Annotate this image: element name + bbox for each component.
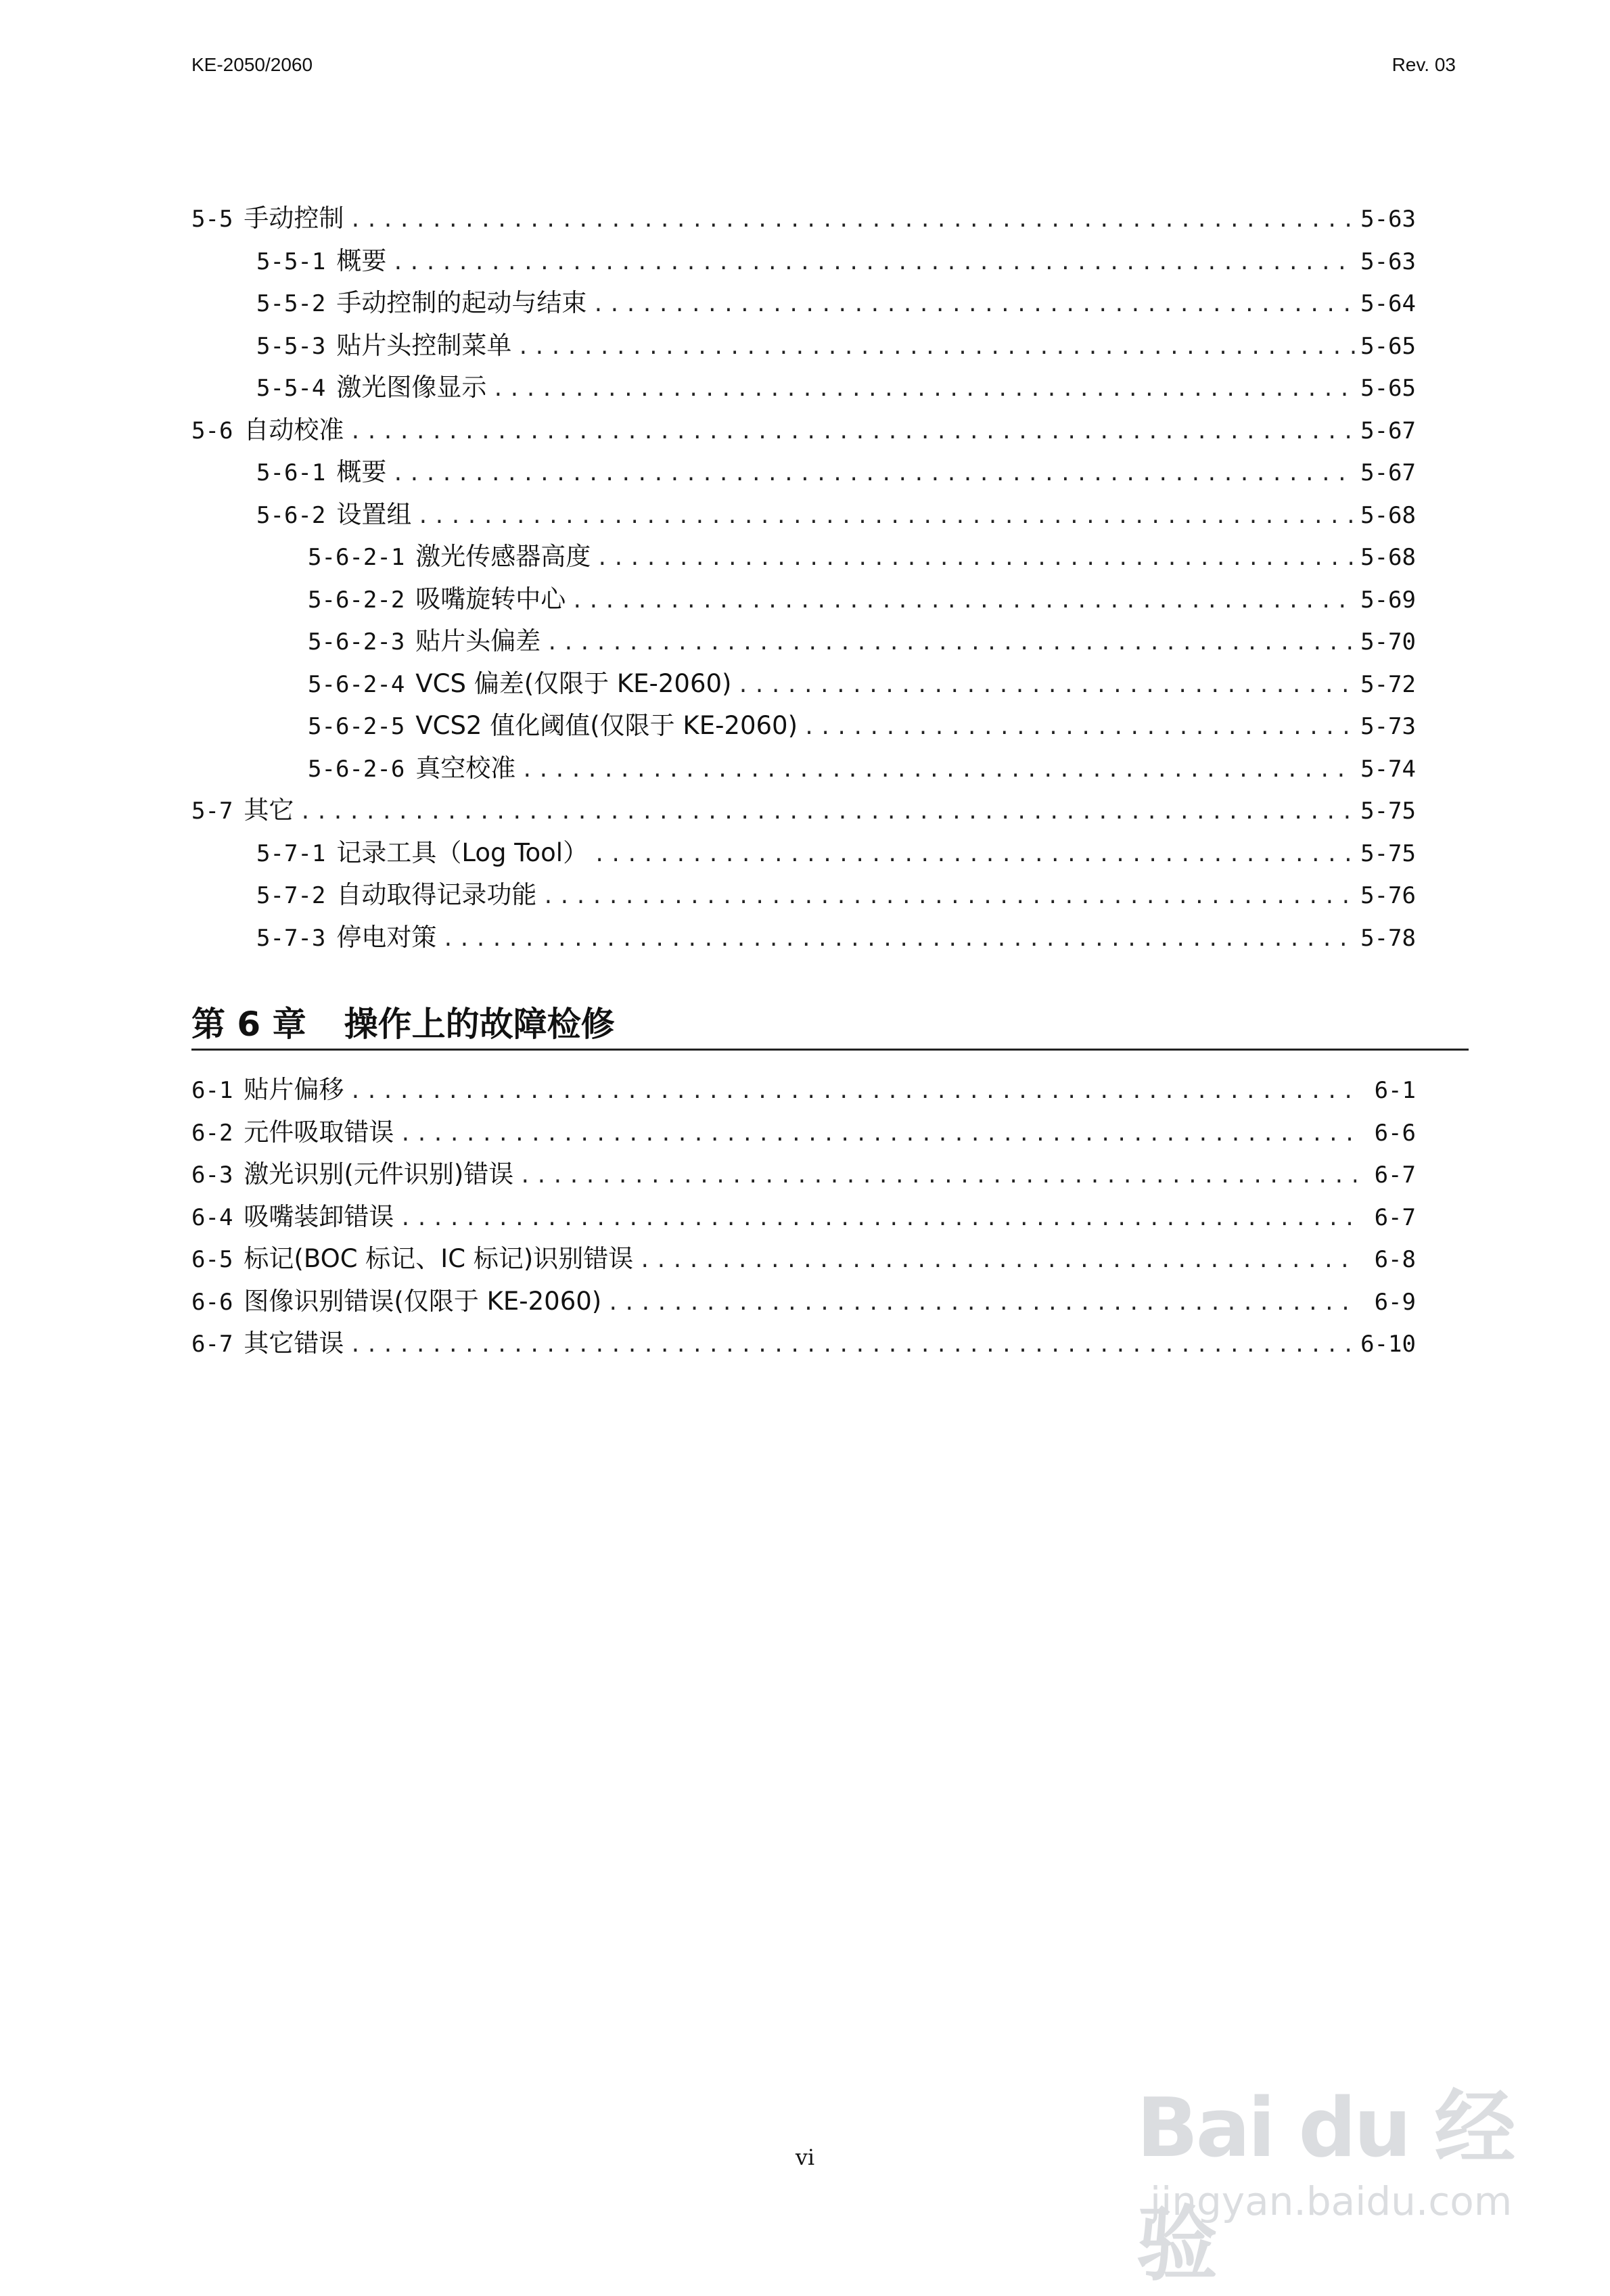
toc-entry-page: 6-7 — [1374, 1162, 1416, 1189]
toc-entry[interactable] — [191, 282, 1416, 325]
toc-entry[interactable] — [191, 1069, 1416, 1111]
toc-entry-number: 5-7 — [191, 798, 233, 825]
toc-dot-leader — [542, 885, 1355, 909]
toc-entry-page: 5-78 — [1360, 924, 1416, 952]
toc-entry-number: 6-2 — [191, 1119, 233, 1147]
toc-dot-leader — [607, 1291, 1356, 1315]
toc-entry-page: 6-6 — [1374, 1119, 1416, 1147]
toc-dot-leader — [349, 420, 1355, 444]
toc-dot-leader — [639, 1249, 1356, 1272]
toc-dot-leader — [399, 1207, 1356, 1231]
toc-entry-title: 其它 — [244, 796, 294, 825]
toc-entry-title: 贴片头偏差 — [415, 626, 541, 656]
toc-entry-page: 5-74 — [1360, 755, 1416, 783]
toc-entry-number: 6-3 — [191, 1162, 233, 1189]
toc-entry[interactable] — [191, 917, 1416, 959]
toc-entry-title: 贴片偏移 — [244, 1075, 344, 1104]
doc-model-header: KE-2050/2060 — [191, 54, 313, 75]
page-number: vi — [795, 2144, 815, 2170]
chapter-title: 操作上的故障检修 — [344, 1005, 615, 1044]
toc-entry-page: 6-10 — [1360, 1331, 1416, 1358]
toc-dot-leader — [803, 716, 1355, 739]
toc-entry-page: 5-67 — [1360, 459, 1416, 486]
toc-entry-title: 图像识别错误(仅限于 KE-2060) — [244, 1286, 602, 1316]
toc-entry-page: 5-70 — [1360, 628, 1416, 656]
toc-dot-leader — [571, 589, 1355, 613]
baidu-watermark — [1136, 2063, 1515, 2292]
toc-entry-number: 6-6 — [191, 1288, 233, 1316]
toc-entry-number: 5-7-1 — [256, 840, 326, 867]
toc-dot-leader — [442, 927, 1355, 951]
toc-entry-title: 自动校准 — [244, 415, 344, 444]
toc-dot-leader — [593, 843, 1355, 867]
toc-entry-number: 5-5-3 — [256, 332, 326, 360]
toc-entry[interactable] — [191, 494, 1416, 536]
chapter-label: 第 6 章 — [191, 1005, 306, 1044]
toc-entry-number: 5-6-2 — [256, 501, 326, 529]
toc-entry-title: 记录工具（Log Tool） — [336, 837, 589, 867]
toc-entry-page: 5-76 — [1360, 882, 1416, 909]
toc-dot-leader — [417, 505, 1355, 528]
toc-entry-number: 6-5 — [191, 1246, 233, 1273]
toc-entry[interactable] — [191, 1196, 1416, 1239]
doc-revision-header: Rev. 03 — [1392, 54, 1456, 75]
toc-dot-leader — [521, 758, 1355, 782]
toc-dot-leader — [349, 1080, 1356, 1103]
toc-entry[interactable] — [191, 325, 1416, 367]
toc-entry[interactable] — [191, 578, 1416, 621]
toc-entry-title: 其它错误 — [244, 1329, 344, 1358]
toc-entry-title: 手动控制 — [244, 204, 344, 233]
toc-entry-title: 元件吸取错误 — [244, 1117, 394, 1147]
toc-entry-title: 吸嘴旋转中心 — [415, 584, 566, 614]
toc-dot-leader — [592, 293, 1355, 317]
toc-entry[interactable] — [191, 1281, 1416, 1323]
toc-dot-leader — [596, 547, 1355, 570]
watermark-url: jingyan.baidu.com — [1150, 2178, 1513, 2224]
toc-entry-title: 激光传感器高度 — [415, 542, 591, 571]
toc-entry[interactable] — [191, 620, 1416, 663]
toc-entry[interactable] — [191, 789, 1416, 832]
toc-entry-page: 5-64 — [1360, 290, 1416, 317]
toc-dot-leader — [517, 336, 1355, 359]
toc-entry-number: 5-5-1 — [256, 248, 326, 275]
toc-entry-number: 6-4 — [191, 1203, 233, 1231]
toc-entry-page: 5-68 — [1360, 544, 1416, 571]
toc-entry-page: 5-65 — [1360, 375, 1416, 402]
toc-entry-title: 手动控制的起动与结束 — [336, 288, 587, 317]
toc-entry-number: 5-5-2 — [256, 290, 326, 317]
toc-entry-page: 5-63 — [1360, 248, 1416, 275]
toc-section-5 — [191, 198, 1416, 959]
toc-entry-title: 概要 — [336, 457, 387, 486]
toc-entry-number: 5-7-3 — [256, 924, 326, 952]
toc-entry-number: 5-7-2 — [256, 882, 326, 909]
toc-entry-page: 5-67 — [1360, 417, 1416, 444]
toc-entry-number: 6-1 — [191, 1077, 233, 1104]
toc-entry[interactable] — [191, 874, 1416, 917]
toc-entry[interactable] — [191, 240, 1416, 283]
toc-entry[interactable] — [191, 536, 1416, 578]
toc-entry[interactable] — [191, 748, 1416, 790]
toc-entry-page: 6-1 — [1374, 1077, 1416, 1104]
toc-entry-number: 5-5 — [191, 206, 233, 233]
toc-entry-title: 激光识别(元件识别)错误 — [244, 1160, 514, 1189]
toc-entry-number: 6-7 — [191, 1331, 233, 1358]
toc-entry-title: VCS2 值化阈值(仅限于 KE-2060) — [415, 711, 798, 740]
toc-entry-title: 概要 — [336, 246, 387, 275]
toc-entry-page: 5-72 — [1360, 670, 1416, 698]
toc-entry-number: 5-6-2-6 — [308, 755, 405, 783]
toc-entry-page: 6-8 — [1374, 1246, 1416, 1273]
toc-entry-number: 5-6 — [191, 417, 233, 444]
toc-dot-leader — [392, 462, 1355, 486]
toc-dot-leader — [299, 800, 1355, 824]
toc-entry[interactable] — [191, 705, 1416, 748]
toc-entry-page: 5-73 — [1360, 713, 1416, 740]
toc-dot-leader — [349, 208, 1355, 232]
toc-entry[interactable] — [191, 198, 1416, 240]
toc-entry-page: 6-7 — [1374, 1203, 1416, 1231]
toc-entry-number: 5-6-2-4 — [308, 670, 405, 698]
toc-dot-leader — [737, 674, 1355, 697]
toc-entry[interactable] — [191, 409, 1416, 452]
toc-entry[interactable] — [191, 1153, 1416, 1196]
toc-dot-leader — [519, 1164, 1356, 1188]
toc-entry-number: 5-6-1 — [256, 459, 326, 486]
toc-entry-page: 5-65 — [1360, 332, 1416, 360]
chapter-6-heading — [191, 1000, 1469, 1051]
toc-entry-title: 吸嘴装卸错误 — [244, 1201, 394, 1231]
toc-entry-number: 5-5-4 — [256, 375, 326, 402]
toc-dot-leader — [546, 631, 1355, 655]
toc-entry-page: 5-63 — [1360, 206, 1416, 233]
toc-entry-title: 自动取得记录功能 — [336, 880, 537, 909]
toc-entry-page: 5-69 — [1360, 586, 1416, 614]
toc-entry-page: 5-75 — [1360, 840, 1416, 867]
toc-entry[interactable] — [191, 1111, 1416, 1154]
baidu-logo: Bai du 经验 — [1136, 2082, 1513, 2292]
toc-section-6 — [191, 1069, 1416, 1365]
toc-entry[interactable] — [191, 451, 1416, 494]
toc-entry[interactable] — [191, 663, 1416, 706]
toc-entry-title: 停电对策 — [336, 922, 437, 952]
toc-entry[interactable] — [191, 1238, 1416, 1281]
toc-entry-title: 贴片头控制菜单 — [336, 330, 512, 360]
toc-entry-page: 6-9 — [1374, 1288, 1416, 1316]
toc-dot-leader — [492, 377, 1355, 401]
toc-entry-number: 5-6-2-3 — [308, 628, 405, 656]
toc-entry-number: 5-6-2-2 — [308, 586, 405, 614]
toc-dot-leader — [392, 251, 1355, 275]
toc-entry-title: 真空校准 — [415, 753, 516, 783]
toc-dot-leader — [349, 1333, 1355, 1357]
toc-entry[interactable] — [191, 832, 1416, 875]
toc-entry[interactable] — [191, 367, 1416, 409]
toc-entry[interactable] — [191, 1323, 1416, 1365]
toc-entry-title: 标记(BOC 标记、IC 标记)识别错误 — [244, 1244, 634, 1273]
toc-dot-leader — [399, 1122, 1356, 1146]
toc-entry-title: 激光图像显示 — [336, 373, 487, 402]
toc-entry-title: VCS 偏差(仅限于 KE-2060) — [415, 668, 732, 698]
toc-entry-number: 5-6-2-5 — [308, 713, 405, 740]
toc-entry-page: 5-68 — [1360, 501, 1416, 529]
toc-entry-number: 5-6-2-1 — [308, 544, 405, 571]
toc-entry-page: 5-75 — [1360, 798, 1416, 825]
toc-entry-title: 设置组 — [336, 499, 412, 529]
